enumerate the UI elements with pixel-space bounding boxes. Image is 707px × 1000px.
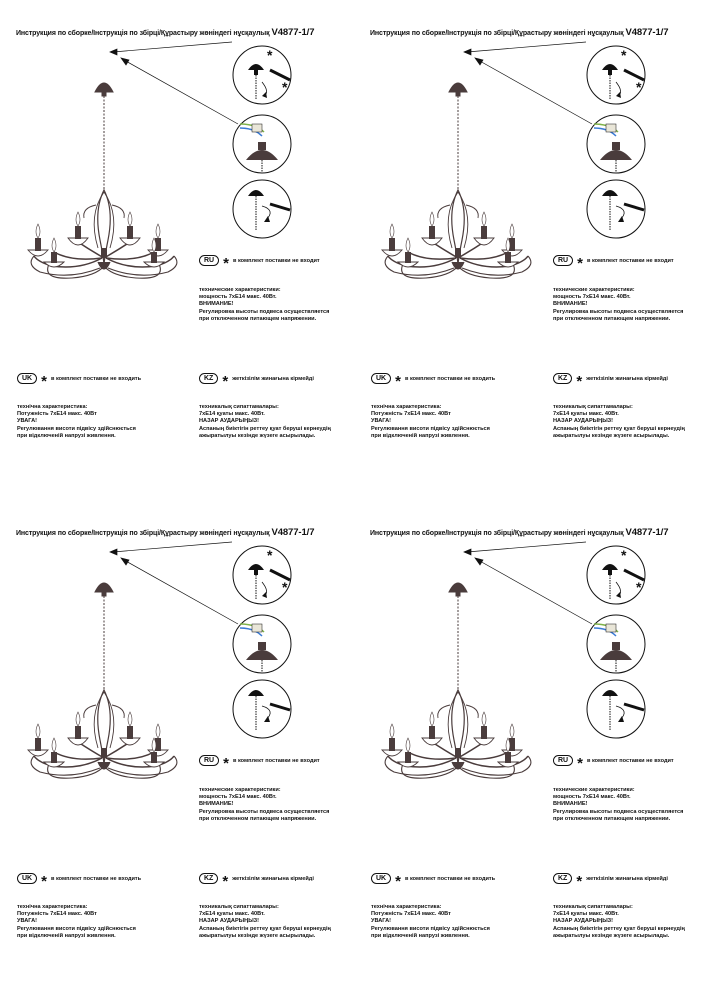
- ru-warning: ВНИМАНИЕ!: [553, 801, 588, 808]
- ceiling-cup-screw-icon: [233, 46, 291, 104]
- star-mark: *: [577, 754, 583, 772]
- ru-note: в комплект поставки не входит: [232, 757, 320, 764]
- kz-note-line2: ажыратылуы кезінде жүзеге асырылады.: [553, 932, 670, 939]
- ru-badge: RU: [199, 255, 219, 266]
- star-mark: *: [222, 872, 229, 890]
- uk-badge: UK: [371, 373, 391, 384]
- ru-specs: [199, 287, 329, 323]
- kz-note: жеткізілім жинағына кірмейді: [232, 875, 314, 882]
- uk-specs: [17, 904, 136, 940]
- uk-specs: [371, 404, 490, 440]
- kz-power: 7xE14 қуаты макс. 40Вт.: [199, 911, 265, 918]
- kz-warning: НАЗАР АУДАРЫҢЫЗ!: [553, 918, 614, 925]
- ru-power: мощность 7xE14 макс. 40Вт.: [553, 794, 631, 801]
- kz-note-line1: Аспаның биіктігін реттеу қуат беруші кернеудің: [553, 425, 685, 432]
- uk-note-line1: Регулювання висоти підвісу здійснюється: [371, 925, 490, 932]
- uk-note: в комплект поставки не входить: [404, 375, 496, 382]
- title-text: Инструкция по сборке/Інструкція по збірці/Құрастыру жөніндегі нұсқаулық: [370, 530, 624, 537]
- model-number: V4877-1/7: [271, 527, 315, 538]
- title-text: Инструкция по сборке/Інструкція по збірці/Құрастыру жөніндегі нұсқаулық: [370, 30, 624, 37]
- star-mark: *: [282, 579, 288, 595]
- star-mark: *: [576, 872, 583, 890]
- ru-note-line1: Регулировка высоты подвеса осуществляется: [199, 308, 330, 315]
- chandelier-illustration: [28, 583, 177, 778]
- uk-note-line2: при відключеній напрузі живлення.: [17, 432, 116, 439]
- instruction-panel: [0, 0, 353, 500]
- ru-note-line2: при отключенном питающем напряжении.: [199, 315, 317, 322]
- chain-hook-icon: [587, 680, 645, 738]
- kz-warning: НАЗАР АУДАРЫҢЫЗ!: [553, 418, 614, 425]
- instruction-panel: [354, 500, 707, 1000]
- star-mark: *: [395, 372, 401, 390]
- ru-note: в комплект поставки не входит: [586, 757, 674, 764]
- uk-power: Потужність 7xE14 макс. 40Вт: [17, 411, 97, 418]
- kz-note: жеткізілім жинағына кірмейді: [586, 375, 668, 382]
- ru-note-line2: при отключенном питающем напряжении.: [199, 815, 317, 822]
- ru-note-line2: при отключенном питающем напряжении.: [553, 315, 671, 322]
- kz-badge: KZ: [199, 873, 218, 884]
- uk-specs: [371, 904, 490, 940]
- ru-specs-title: технические характеристики:: [553, 787, 635, 793]
- kz-specs-title: техникалық сипаттамалары:: [553, 404, 633, 410]
- ru-badge: RU: [553, 755, 573, 766]
- chain-hook-icon: [587, 180, 645, 238]
- ru-warning: ВНИМАНИЕ!: [199, 301, 234, 308]
- star-mark: *: [282, 79, 288, 95]
- uk-specs: [17, 404, 136, 440]
- kz-warning: НАЗАР АУДАРЫҢЫЗ!: [199, 418, 260, 425]
- kz-badge: KZ: [553, 373, 572, 384]
- kz-specs-title: техникалық сипаттамалары:: [199, 404, 279, 410]
- star-mark: *: [267, 547, 273, 563]
- star-mark: *: [223, 254, 229, 272]
- kz-badge: KZ: [199, 373, 218, 384]
- title-text: Инструкция по сборке/Інструкція по збірці/Құрастыру жөніндегі нұсқаулық: [16, 30, 270, 37]
- kz-note-line1: Аспаның биіктігін реттеу қуат беруші кернеудің: [553, 925, 685, 932]
- ru-note: в комплект поставки не входит: [586, 257, 674, 264]
- kz-specs: [553, 404, 685, 440]
- model-number: V4877-1/7: [625, 527, 669, 538]
- uk-power: Потужність 7xE14 макс. 40Вт: [371, 411, 451, 418]
- ru-specs-title: технические характеристики:: [553, 287, 635, 293]
- ru-label-row: [199, 254, 320, 272]
- ru-label-row: [199, 754, 320, 772]
- ru-note-line1: Регулировка высоты подвеса осуществляется: [199, 808, 330, 815]
- star-mark: *: [41, 872, 47, 890]
- wire-connection-icon: [233, 115, 291, 173]
- star-mark: *: [267, 47, 273, 63]
- kz-specs: [553, 904, 685, 940]
- ceiling-cup-screw-icon: [587, 46, 645, 104]
- uk-label-row: [17, 372, 142, 390]
- star-mark: *: [576, 372, 583, 390]
- kz-note-line1: Аспаның биіктігін реттеу қуат беруші кернеудің: [199, 425, 331, 432]
- ru-specs: [553, 787, 683, 823]
- ru-badge: RU: [199, 755, 219, 766]
- uk-warning: УВАГА!: [371, 418, 392, 425]
- wire-connection-icon: [233, 615, 291, 673]
- kz-note-line1: Аспаның биіктігін реттеу қуат беруші кернеудің: [199, 925, 331, 932]
- star-mark: *: [636, 79, 642, 95]
- ru-badge: RU: [553, 255, 573, 266]
- uk-note: в комплект поставки не входить: [50, 875, 142, 882]
- uk-specs-title: технічна характеристика:: [17, 404, 88, 410]
- star-mark: *: [223, 754, 229, 772]
- instruction-panel: [0, 500, 353, 1000]
- chandelier-illustration: [28, 83, 177, 278]
- ru-power: мощность 7xE14 макс. 40Вт.: [553, 294, 631, 301]
- ru-specs: [199, 787, 329, 823]
- kz-specs-title: техникалық сипаттамалары:: [199, 904, 279, 910]
- ru-warning: ВНИМАНИЕ!: [199, 801, 234, 808]
- uk-specs-title: технічна характеристика:: [371, 904, 442, 910]
- uk-note-line2: при відключеній напрузі живлення.: [17, 932, 116, 939]
- uk-power: Потужність 7xE14 макс. 40Вт: [17, 911, 97, 918]
- instruction-panel: [354, 0, 707, 500]
- kz-note-line2: ажыратылуы кезінде жүзеге асырылады.: [199, 432, 316, 439]
- star-mark: *: [636, 579, 642, 595]
- ru-note-line2: при отключенном питающем напряжении.: [553, 815, 671, 822]
- star-mark: *: [577, 254, 583, 272]
- star-mark: *: [621, 547, 627, 563]
- uk-badge: UK: [17, 873, 37, 884]
- kz-note-line2: ажыратылуы кезінде жүзеге асырылады.: [199, 932, 316, 939]
- kz-label-row: [199, 372, 314, 390]
- kz-specs: [199, 904, 331, 940]
- star-mark: *: [41, 372, 47, 390]
- chandelier-illustration: [382, 583, 531, 778]
- uk-label-row: [371, 372, 496, 390]
- ru-power: мощность 7xE14 макс. 40Вт.: [199, 294, 277, 301]
- uk-badge: UK: [17, 373, 37, 384]
- kz-label-row: [553, 872, 668, 890]
- model-number: V4877-1/7: [271, 27, 315, 38]
- ru-specs-title: технические характеристики:: [199, 787, 281, 793]
- uk-label-row: [17, 872, 142, 890]
- title-text: Инструкция по сборке/Інструкція по збірці/Құрастыру жөніндегі нұсқаулық: [16, 530, 270, 537]
- ru-note: в комплект поставки не входит: [232, 257, 320, 264]
- star-mark: *: [621, 47, 627, 63]
- uk-note-line1: Регулювання висоти підвісу здійснюється: [371, 425, 490, 432]
- star-mark: *: [395, 872, 401, 890]
- ru-specs-title: технические характеристики:: [199, 287, 281, 293]
- ceiling-cup-screw-icon: [587, 546, 645, 604]
- chain-hook-icon: [233, 680, 291, 738]
- ru-power: мощность 7xE14 макс. 40Вт.: [199, 794, 277, 801]
- kz-specs-title: техникалық сипаттамалары:: [553, 904, 633, 910]
- uk-specs-title: технічна характеристика:: [17, 904, 88, 910]
- arrow-lines: [464, 42, 592, 124]
- kz-label-row: [553, 372, 668, 390]
- uk-badge: UK: [371, 873, 391, 884]
- uk-power: Потужність 7xE14 макс. 40Вт: [371, 911, 451, 918]
- arrow-lines: [110, 542, 238, 624]
- kz-power: 7xE14 қуаты макс. 40Вт.: [199, 411, 265, 418]
- kz-power: 7xE14 қуаты макс. 40Вт.: [553, 911, 619, 918]
- uk-note-line1: Регулювання висоти підвісу здійснюється: [17, 925, 136, 932]
- uk-label-row: [371, 872, 496, 890]
- kz-warning: НАЗАР АУДАРЫҢЫЗ!: [199, 918, 260, 925]
- ru-note-line1: Регулировка высоты подвеса осуществляется: [553, 308, 684, 315]
- ru-label-row: [553, 754, 674, 772]
- ru-label-row: [553, 254, 674, 272]
- uk-warning: УВАГА!: [17, 918, 38, 925]
- ceiling-cup-screw-icon: [233, 546, 291, 604]
- kz-badge: KZ: [553, 873, 572, 884]
- uk-warning: УВАГА!: [17, 418, 38, 425]
- uk-specs-title: технічна характеристика:: [371, 404, 442, 410]
- ru-note-line1: Регулировка высоты подвеса осуществляется: [553, 808, 684, 815]
- ru-specs: [553, 287, 683, 323]
- uk-note-line2: при відключеній напрузі живлення.: [371, 432, 470, 439]
- uk-note-line1: Регулювання висоти підвісу здійснюється: [17, 425, 136, 432]
- uk-note: в комплект поставки не входить: [404, 875, 496, 882]
- kz-power: 7xE14 қуаты макс. 40Вт.: [553, 411, 619, 418]
- arrow-lines: [110, 42, 238, 124]
- chandelier-illustration: [382, 83, 531, 278]
- uk-note-line2: при відключеній напрузі живлення.: [371, 932, 470, 939]
- uk-note: в комплект поставки не входить: [50, 375, 142, 382]
- chain-hook-icon: [233, 180, 291, 238]
- kz-label-row: [199, 872, 314, 890]
- kz-note-line2: ажыратылуы кезінде жүзеге асырылады.: [553, 432, 670, 439]
- kz-specs: [199, 404, 331, 440]
- ru-warning: ВНИМАНИЕ!: [553, 301, 588, 308]
- arrow-lines: [464, 542, 592, 624]
- wire-connection-icon: [587, 615, 645, 673]
- model-number: V4877-1/7: [625, 27, 669, 38]
- kz-note: жеткізілім жинағына кірмейді: [586, 875, 668, 882]
- star-mark: *: [222, 372, 229, 390]
- kz-note: жеткізілім жинағына кірмейді: [232, 375, 314, 382]
- wire-connection-icon: [587, 115, 645, 173]
- uk-warning: УВАГА!: [371, 918, 392, 925]
